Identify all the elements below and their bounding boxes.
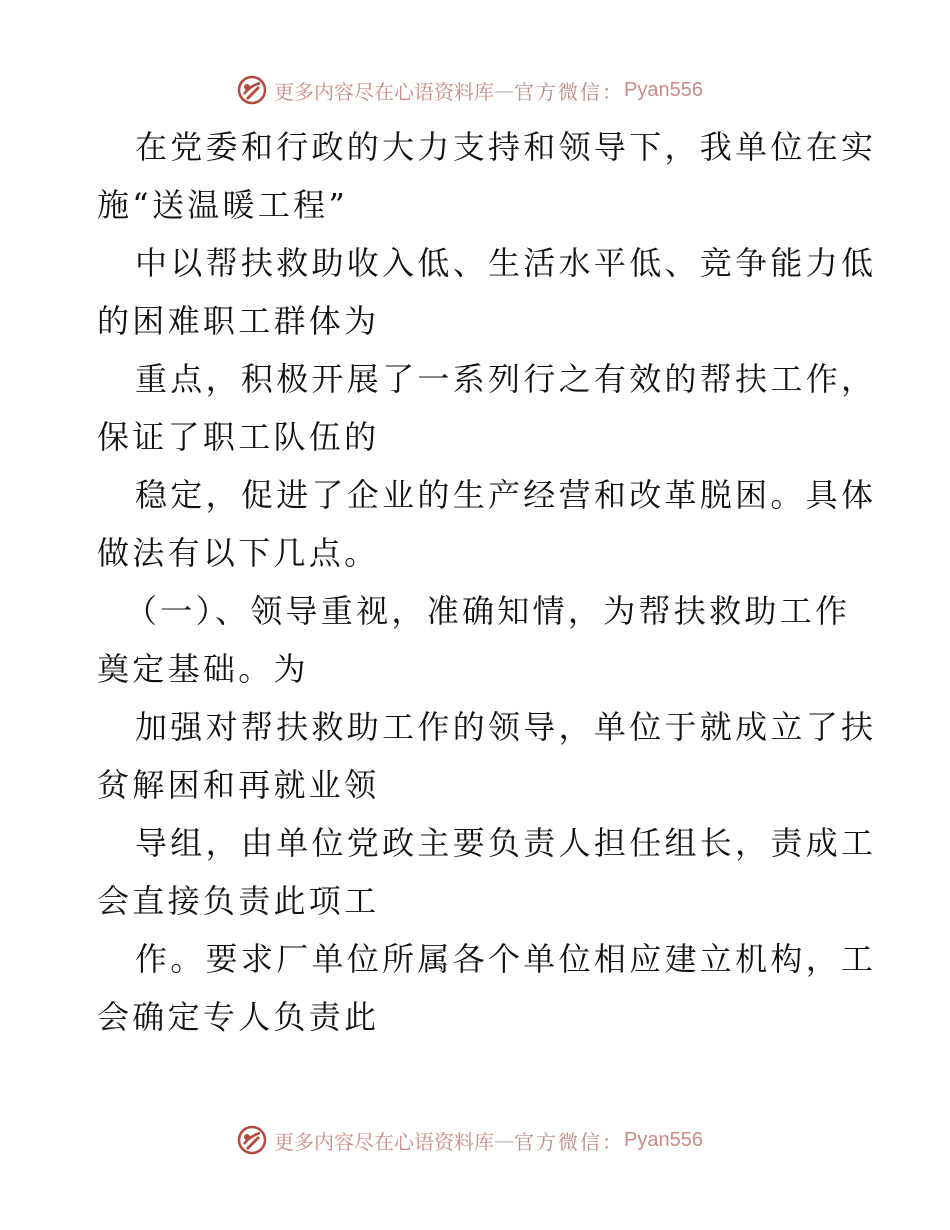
footer-watermark <box>236 1120 703 1160</box>
paragraph-8-line-1: 作。要求厂单位所属各个单位相应建立机构，工 <box>135 940 877 978</box>
watermark-brand: 更多内容尽在心语资料库 <box>274 79 494 104</box>
paragraph-2-line-1: 中以帮扶救助收入低、生活水平低、竞争能力低 <box>135 244 877 282</box>
paragraph-2-line-2: 的困难职工群体为 <box>97 302 380 340</box>
paragraph-6-line-1: 加强对帮扶救助工作的领导，单位于就成立了扶 <box>135 708 877 746</box>
paragraph-3-line-1: 重点，积极开展了一系列行之有效的帮扶工作， <box>135 360 877 398</box>
watermark-wechat-label: 官方微信： <box>514 1129 624 1154</box>
paragraph-5-line-2: 奠定基础。为 <box>97 650 309 688</box>
watermark-dash: — <box>494 78 514 102</box>
watermark-wechat-label: 官方微信： <box>514 79 624 104</box>
paragraph-5-line-1: （一）、领导重视，准确知情，为帮扶救助工作 <box>125 592 851 630</box>
paragraph-4-line-1: 稳定，促进了企业的生产经营和改革脱困。具体 <box>135 476 877 514</box>
book-pen-logo-icon <box>236 1124 268 1156</box>
header-watermark <box>236 70 703 110</box>
paragraph-8-line-2: 会确定专人负责此 <box>97 998 380 1036</box>
paragraph-1-line-2: 施“送温暖工程” <box>97 186 349 224</box>
watermark-brand: 更多内容尽在心语资料库 <box>274 1129 494 1154</box>
body-text <box>97 118 877 1046</box>
paragraph-7-line-2: 会直接负责此项工 <box>97 882 380 920</box>
paragraph-4-line-2: 做法有以下几点。 <box>97 534 380 572</box>
watermark-wechat-id: Pyan556 <box>624 1128 703 1151</box>
book-pen-logo-icon <box>236 74 268 106</box>
paragraph-7-line-1: 导组，由单位党政主要负责人担任组长，责成工 <box>135 824 877 862</box>
watermark-wechat-id: Pyan556 <box>624 78 703 101</box>
paragraph-3-line-2: 保证了职工队伍的 <box>97 418 380 456</box>
paragraph-1-line-1: 在党委和行政的大力支持和领导下，我单位在实 <box>135 128 877 166</box>
paragraph-6-line-2: 贫解困和再就业领 <box>97 766 380 804</box>
watermark-dash: — <box>494 1128 514 1152</box>
